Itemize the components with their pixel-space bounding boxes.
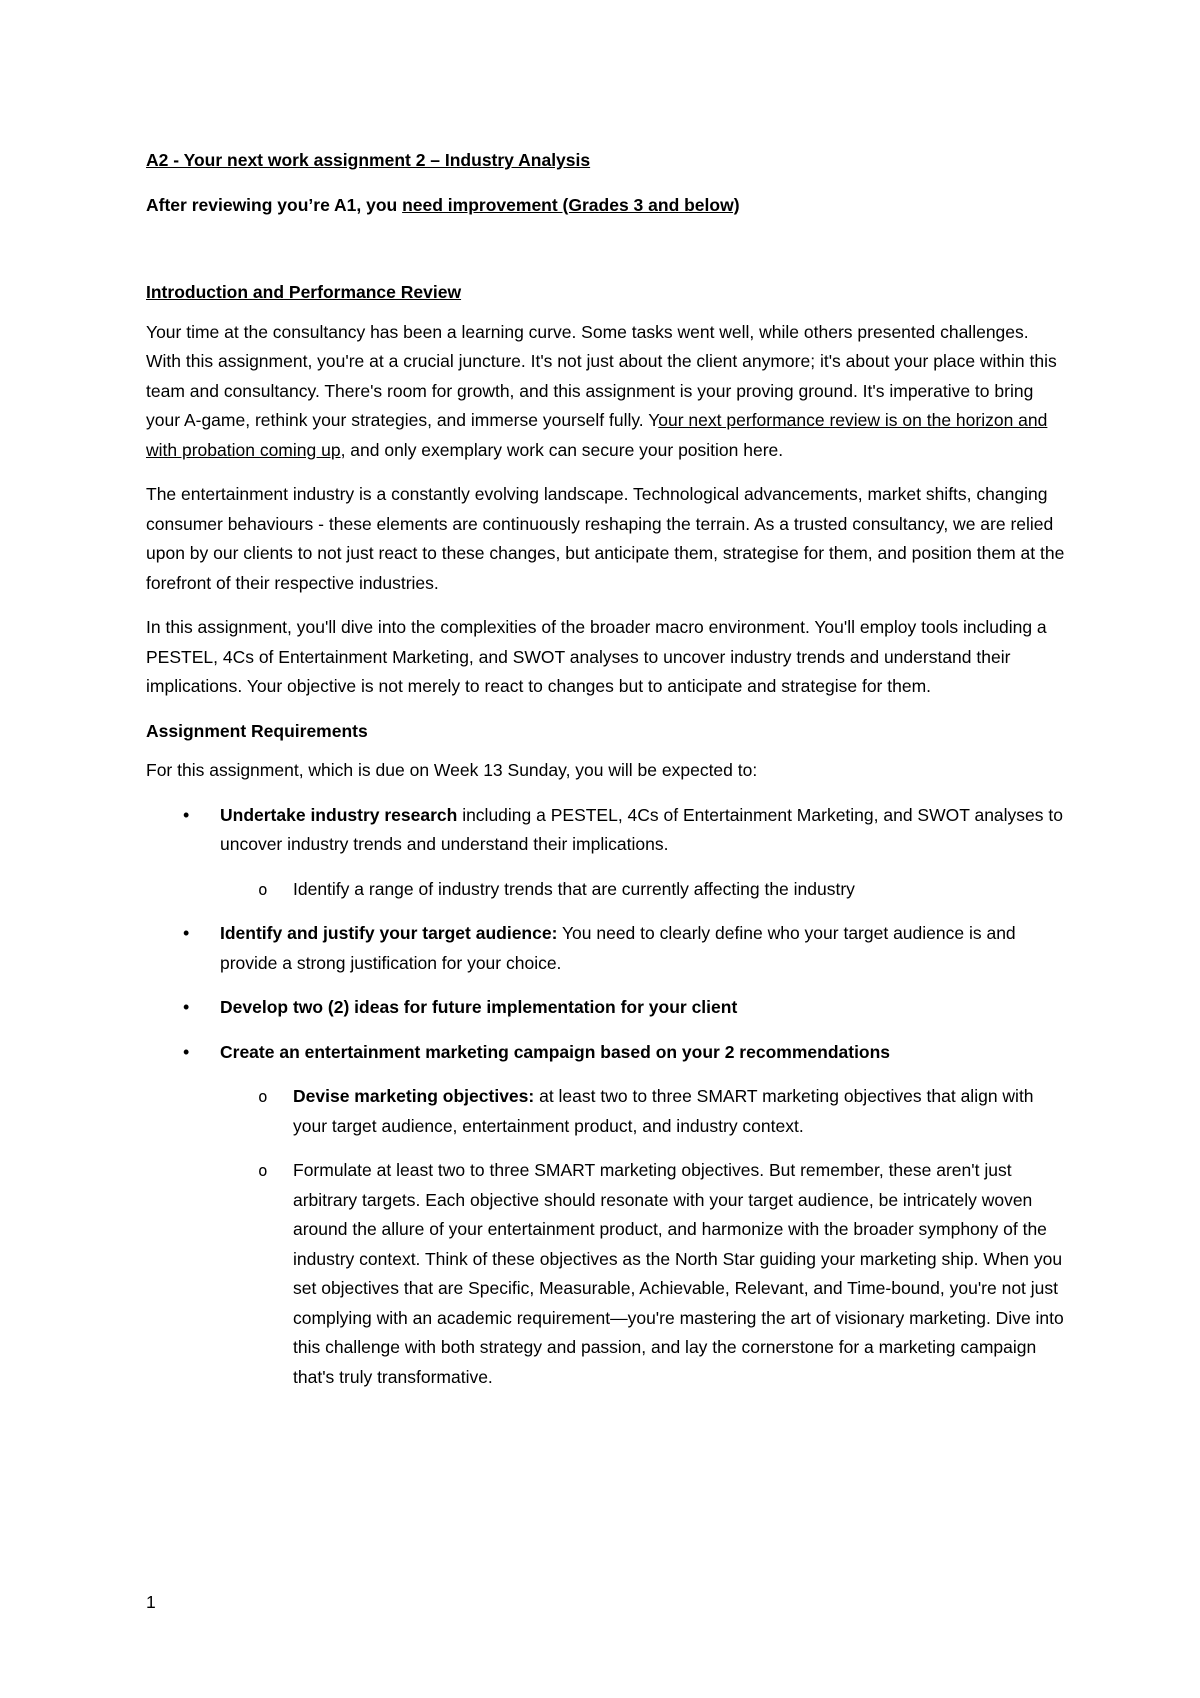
list-item-bold: Undertake industry research <box>220 804 458 825</box>
sub-list-item-text: Formulate at least two to three SMART marketing objectives. But remember, these aren't just arbitrary targets. Each objective should resonate with your target audience, be intricately woven around the allure of your entertainment product, and harmonize with the broader symphony of the industry context. Think of these objectives as the North Star guiding your marketing ship. When you set objectives that are Specific, Measurable, Achievable, Relevant, and Time-bound, you're not just complying with an academic requirement—you're mastering the art of visionary marketing. Dive into this challenge with both strategy and passion, and lay the cornerstone for a marketing campaign that's truly transformative. <box>293 1160 1064 1387</box>
sub-list-item <box>146 1082 1066 1141</box>
circle-bullet-icon: o <box>258 1161 268 1180</box>
requirements-intro: For this assignment, which is due on Week 13 Sunday, you will be expected to: <box>146 760 758 780</box>
bullet-icon: • <box>183 1041 190 1062</box>
sub-list-item-text: at least two to three SMART marketing objectives that align with your target audience, entertainment product, and industry context. <box>293 1086 1034 1136</box>
subtitle-underlined: need improvement (Grades 3 and below) <box>402 194 740 215</box>
sub-list-item-text: Identify a range of industry trends that are currently affecting the industry <box>293 878 855 899</box>
requirements-heading: Assignment Requirements <box>146 720 368 741</box>
document-subtitle <box>146 191 1066 221</box>
list-item <box>146 801 1066 860</box>
circle-bullet-icon: o <box>258 1087 268 1106</box>
document-title: A2 - Your next work assignment 2 – Industry Analysis <box>146 150 591 170</box>
intro-heading: Introduction and Performance Review <box>146 282 462 302</box>
bullet-icon: • <box>183 804 190 825</box>
list-item-bold: Create an entertainment marketing campaign based on your 2 recommendations <box>220 1041 891 1062</box>
bullet-icon: • <box>183 997 190 1017</box>
list-item <box>146 919 1066 978</box>
intro-text-after: , and only exemplary work can secure your position here. <box>340 439 784 460</box>
intro-paragraph <box>146 318 1066 466</box>
list-item-bold: Develop two (2) ideas for future implementation for your client <box>220 997 738 1017</box>
list-item-text: You need to clearly define who your target audience is and provide a strong justification for your choice. <box>220 923 1016 973</box>
intro-text-before: Your time at the consultancy has been a learning curve. Some tasks went well, while others presented challenges. With this assignment, you're at a crucial juncture. It's not just about the client anymore; it's about your place within this team and consultancy. There's room for growth, and this assignment is your proving ground. It's imperative to bring your A-game, rethink your strategies, and immerse yourself fully. Y <box>146 321 1057 430</box>
sub-list-item <box>146 1156 1066 1392</box>
paragraph-industry: The entertainment industry is a constantly evolving landscape. Technological advancements, market shifts, changing consumer behaviours - these elements are continuously reshaping the terrain. As a trusted consultancy, we are relied upon by our clients to not just react to these changes, but anticipate them, strategise for them, and position them at the forefront of their respective industries. <box>146 484 1065 593</box>
bullet-icon: • <box>183 923 190 943</box>
list-item <box>146 1038 1066 1068</box>
page-number: 1 <box>146 1592 156 1612</box>
intro-text-underlined: our next performance review is on the horizon and with probation coming up <box>146 410 1048 460</box>
list-item-bold: Identify and justify your target audience: <box>220 923 558 943</box>
page-content <box>146 146 1066 1407</box>
subtitle-prefix: After reviewing you’re A1, you <box>146 194 403 215</box>
sub-list-item <box>146 875 1066 905</box>
list-item <box>146 993 1066 1023</box>
paragraph-assignment: In this assignment, you'll dive into the complexities of the broader macro environment. You'll employ tools including a PESTEL, 4Cs of Entertainment Marketing, and SWOT analyses to uncover industry trends and understand their implications. Your objective is not merely to react to changes but to anticipate and strategise for them. <box>146 617 1047 696</box>
sub-list-item-bold: Devise marketing objectives: <box>293 1086 535 1106</box>
list-item-text: including a PESTEL, 4Cs of Entertainment Marketing, and SWOT analyses to uncover industry trends and understand their implications. <box>220 804 1063 854</box>
circle-bullet-icon: o <box>258 879 268 899</box>
